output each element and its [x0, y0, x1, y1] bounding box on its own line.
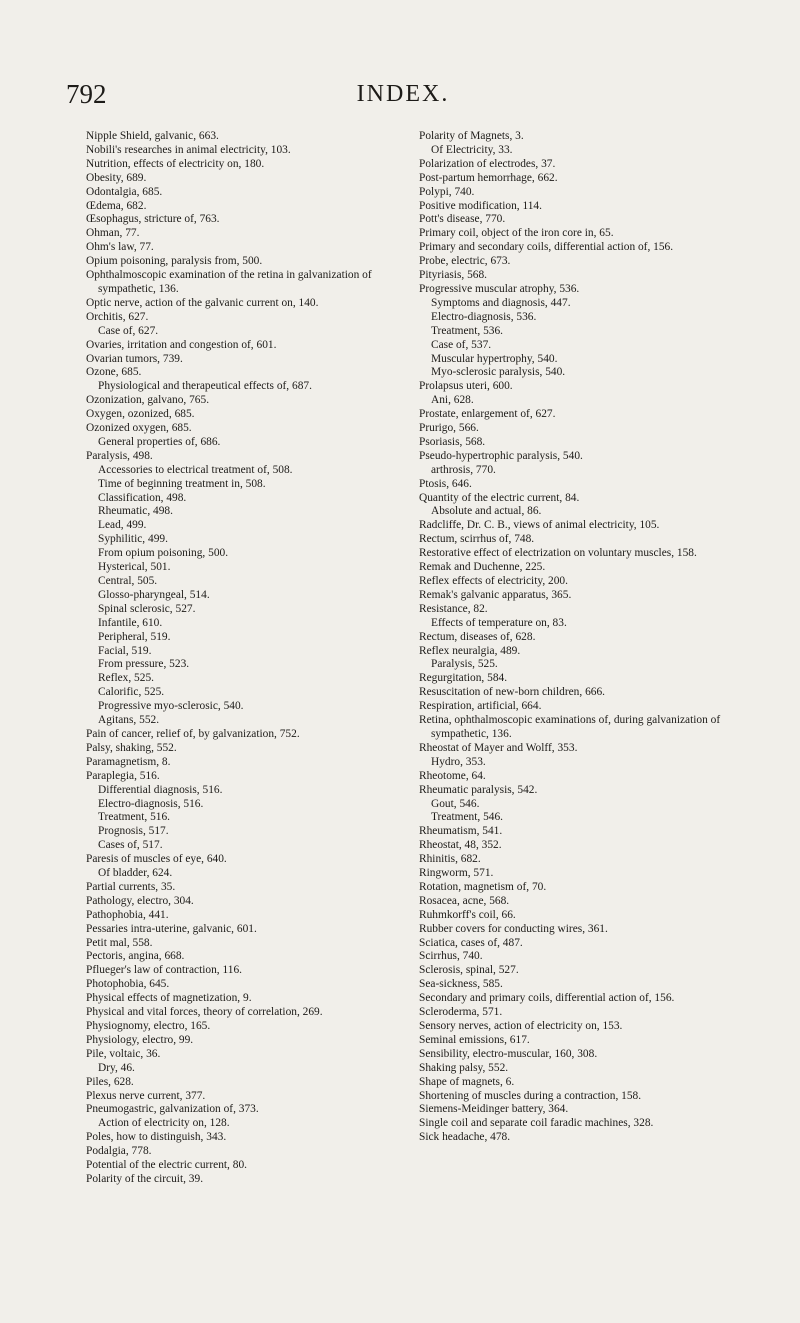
index-entry: Respiration, artificial, 664.: [419, 700, 542, 713]
index-entry: Piles, 628.: [86, 1075, 134, 1088]
index-entry: Ringworm, 571.: [419, 867, 494, 880]
index-subentry: Accessories to electrical treatment of, 508.: [98, 463, 293, 476]
index-subentry: Facial, 519.: [98, 644, 152, 657]
index-subentry: Differential diagnosis, 516.: [98, 783, 223, 796]
index-subentry: Prognosis, 517.: [98, 825, 169, 838]
index-entry: Post-partum hemorrhage, 662.: [419, 171, 558, 184]
index-entry: Seminal emissions, 617.: [419, 1033, 530, 1046]
index-entry: Podalgia, 778.: [86, 1145, 152, 1158]
index-subentry: Effects of temperature on, 83.: [431, 616, 567, 629]
index-subentry: Muscular hypertrophy, 540.: [431, 352, 558, 365]
index-entry: Rotation, magnetism of, 70.: [419, 880, 547, 893]
index-entry: Positive modification, 114.: [419, 199, 542, 212]
index-entry: Physiology, electro, 99.: [86, 1033, 194, 1046]
index-entry: Probe, electric, 673.: [419, 255, 511, 268]
index-subentry: Hysterical, 501.: [98, 561, 171, 574]
index-subentry: Symptoms and diagnosis, 447.: [431, 296, 571, 309]
index-entry: Secondary and primary coils, differential action of, 156.: [419, 992, 675, 1005]
index-entry: Sensory nerves, action of electricity on, 153.: [419, 1020, 623, 1032]
index-entry: Pott's disease, 770.: [419, 213, 506, 226]
index-entry: Rectum, scirrhus of, 748.: [419, 533, 535, 546]
index-entry: Paraplegia, 516.: [86, 769, 160, 782]
index-entry: Pain of cancer, relief of, by galvanization, 752.: [86, 727, 300, 740]
index-entry: Reflex effects of electricity, 200.: [419, 575, 568, 587]
index-entry: Remak's galvanic apparatus, 365.: [419, 588, 572, 601]
index-column-right: [419, 130, 737, 1145]
index-entry: Primary and secondary coils, differential action of, 156.: [419, 241, 674, 254]
index-entry: Pneumogastric, galvanization of, 373.: [86, 1103, 259, 1116]
index-entry: Opium poisoning, paralysis from, 500.: [86, 255, 263, 268]
index-entry: Rheotome, 64.: [419, 769, 486, 782]
index-subentry: Spinal sclerosic, 527.: [98, 602, 196, 615]
index-entry: Quantity of the electric current, 84.: [419, 491, 580, 504]
index-subentry: Reflex, 525.: [98, 672, 154, 685]
index-subentry: Lead, 499.: [98, 519, 147, 532]
index-entry: Pathology, electro, 304.: [86, 894, 194, 907]
index-subentry: Treatment, 536.: [431, 324, 504, 337]
index-subentry: Physiological and therapeutical effects of, 687.: [98, 380, 312, 393]
index-entry: Pessaries intra-uterine, galvanic, 601.: [86, 922, 257, 935]
index-entry: Pityriasis, 568.: [419, 269, 488, 282]
index-entry: Partial currents, 35.: [86, 880, 176, 893]
index-entry: Retina, ophthalmoscopic examinations of, during galvanization of sympathetic, 136.: [419, 714, 721, 740]
index-entry: Ohm's law, 77.: [86, 241, 154, 254]
index-entry: Paresis of muscles of eye, 640.: [86, 853, 227, 866]
index-entry: Physical and vital forces, theory of correlation, 269.: [86, 1006, 323, 1019]
index-subentry: Cases of, 517.: [98, 839, 163, 852]
index-entry: Orchitis, 627.: [86, 310, 149, 323]
index-entry: Psoriasis, 568.: [419, 435, 486, 448]
index-entry: Rhinitis, 682.: [419, 853, 481, 866]
index-entry: Rosacea, acne, 568.: [419, 894, 510, 907]
index-entry: Prostate, enlargement of, 627.: [419, 408, 556, 421]
index-entry: Ovarian tumors, 739.: [86, 352, 183, 365]
page-number: 792: [66, 79, 107, 109]
index-entry: Progressive muscular atrophy, 536.: [419, 282, 580, 295]
index-subentry: Electro-diagnosis, 536.: [431, 310, 537, 323]
index-entry: Pseudo-hypertrophic paralysis, 540.: [419, 449, 583, 462]
index-entry: Resistance, 82.: [419, 602, 488, 615]
index-subentry: Paralysis, 525.: [431, 658, 498, 671]
index-subentry: Rheumatic, 498.: [98, 505, 173, 518]
index-entry: Single coil and separate coil faradic machines, 328.: [419, 1117, 654, 1130]
index-entry: Ptosis, 646.: [419, 477, 472, 490]
index-subentry: General properties of, 686.: [98, 435, 221, 448]
index-entry: Pectoris, angina, 668.: [86, 950, 185, 963]
index-entry: Shape of magnets, 6.: [419, 1075, 515, 1088]
index-entry: Rubber covers for conducting wires, 361.: [419, 922, 608, 935]
index-entry: Reflex neuralgia, 489.: [419, 644, 521, 657]
index-entry: Polarization of electrodes, 37.: [419, 157, 556, 170]
index-entry: Nipple Shield, galvanic, 663.: [86, 130, 219, 142]
index-entry: Prolapsus uteri, 600.: [419, 380, 513, 393]
index-entry: Ophthalmoscopic examination of the retina in galvanization of sympathetic, 136.: [86, 269, 372, 295]
index-entry: Ozonization, galvano, 765.: [86, 394, 210, 407]
index-entry: Œsophagus, stricture of, 763.: [86, 213, 220, 226]
index-entry: Optic nerve, action of the galvanic current on, 140.: [86, 296, 319, 309]
index-subentry: Classification, 498.: [98, 491, 187, 504]
index-entry: Odontalgia, 685.: [86, 185, 163, 198]
index-entry: Pile, voltaic, 36.: [86, 1047, 161, 1060]
index-subentry: Treatment, 516.: [98, 811, 171, 824]
index-entry: Rectum, diseases of, 628.: [419, 630, 536, 643]
index-subentry: Calorific, 525.: [98, 686, 165, 699]
index-entry: Obesity, 689.: [86, 171, 147, 184]
index-subentry: Infantile, 610.: [98, 616, 163, 629]
index-subentry: Electro-diagnosis, 516.: [98, 797, 204, 810]
index-entry: Œdema, 682.: [86, 199, 147, 212]
index-entry: Paralysis, 498.: [86, 449, 153, 462]
index-entry: Physiognomy, electro, 165.: [86, 1020, 211, 1032]
index-subentry: Dry, 46.: [98, 1061, 135, 1074]
index-entry: Sensibility, electro-muscular, 160, 308.: [419, 1047, 598, 1060]
index-entry: Rheumatism, 541.: [419, 825, 503, 838]
index-entry: Regurgitation, 584.: [419, 672, 508, 685]
index-subentry: Ani, 628.: [431, 394, 474, 407]
index-entry: Ozonized oxygen, 685.: [86, 422, 192, 435]
index-subentry: arthrosis, 770.: [431, 463, 496, 476]
index-entry: Paramagnetism, 8.: [86, 755, 171, 768]
index-entry: Sick headache, 478.: [419, 1131, 511, 1144]
index-subentry: Syphilitic, 499.: [98, 533, 168, 546]
index-subentry: Treatment, 546.: [431, 811, 504, 824]
index-subentry: Myo-sclerosic paralysis, 540.: [431, 366, 566, 379]
index-entry: Polarity of Magnets, 3.: [419, 130, 524, 142]
index-entry: Oxygen, ozonized, 685.: [86, 408, 195, 421]
index-subentry: Of Electricity, 33.: [431, 143, 513, 156]
index-entry: Scleroderma, 571.: [419, 1006, 503, 1019]
index-entry: Shortening of muscles during a contraction, 158.: [419, 1089, 642, 1102]
index-entry: Ruhmkorff's coil, 66.: [419, 908, 516, 921]
index-column-left: [86, 130, 404, 1187]
index-subentry: Time of beginning treatment in, 508.: [98, 477, 266, 490]
index-entry: Physical effects of magnetization, 9.: [86, 992, 252, 1005]
index-entry: Poles, how to distinguish, 343.: [86, 1131, 227, 1144]
index-entry: Sclerosis, spinal, 527.: [419, 964, 519, 977]
index-subentry: Gout, 546.: [431, 797, 480, 810]
index-entry: Radcliffe, Dr. C. B., views of animal electricity, 105.: [419, 519, 660, 532]
index-entry: Polarity of the circuit, 39.: [86, 1172, 204, 1185]
index-entry: Remak and Duchenne, 225.: [419, 561, 546, 574]
index-entry: Rheumatic paralysis, 542.: [419, 783, 538, 796]
index-subentry: Glosso-pharyngeal, 514.: [98, 588, 210, 601]
index-entry: Palsy, shaking, 552.: [86, 741, 177, 754]
index-subentry: Case of, 537.: [431, 338, 492, 351]
index-entry: Nutrition, effects of electricity on, 180.: [86, 157, 265, 170]
index-entry: Sciatica, cases of, 487.: [419, 936, 523, 949]
index-subentry: From pressure, 523.: [98, 658, 190, 671]
index-entry: Restorative effect of electrization on voluntary muscles, 158.: [419, 547, 697, 560]
index-entry: Pathophobia, 441.: [86, 908, 169, 921]
index-subentry: Peripheral, 519.: [98, 630, 171, 643]
index-subentry: Progressive myo-sclerosic, 540.: [98, 700, 244, 713]
running-head: INDEX.: [356, 81, 450, 107]
index-subentry: Action of electricity on, 128.: [98, 1117, 230, 1130]
index-subentry: Absolute and actual, 86.: [431, 505, 542, 518]
index-entry: Photophobia, 645.: [86, 978, 170, 991]
index-subentry: Agitans, 552.: [98, 714, 160, 727]
index-entry: Resuscitation of new-born children, 666.: [419, 686, 606, 699]
index-entry: Ozone, 685.: [86, 366, 142, 379]
index-subentry: From opium poisoning, 500.: [98, 547, 229, 560]
index-entry: Scirrhus, 740.: [419, 950, 483, 963]
index-entry: Ohman, 77.: [86, 227, 140, 240]
index-entry: Potential of the electric current, 80.: [86, 1159, 247, 1172]
index-entry: Siemens-Meidinger battery, 364.: [419, 1103, 569, 1116]
index-entry: Nobili's researches in animal electricity, 103.: [86, 143, 291, 156]
index-entry: Polypi, 740.: [419, 185, 475, 198]
index-entry: Prurigo, 566.: [419, 422, 479, 435]
index-entry: Primary coil, object of the iron core in, 65.: [419, 227, 614, 240]
index-entry: Sea-sickness, 585.: [419, 978, 503, 991]
page-header: [66, 78, 740, 120]
index-subentry: Of bladder, 624.: [98, 867, 173, 880]
index-entry: Plexus nerve current, 377.: [86, 1089, 206, 1102]
index-subentry: Hydro, 353.: [431, 755, 486, 768]
index-subentry: Case of, 627.: [98, 324, 159, 337]
index-entry: Rheostat of Mayer and Wolff, 353.: [419, 741, 578, 754]
index-entry: Shaking palsy, 552.: [419, 1061, 509, 1074]
index-entry: Pflueger's law of contraction, 116.: [86, 964, 242, 977]
index-entry: Petit mal, 558.: [86, 936, 153, 949]
index-entry: Ovaries, irritation and congestion of, 601.: [86, 338, 277, 351]
index-subentry: Central, 505.: [98, 575, 158, 587]
index-entry: Rheostat, 48, 352.: [419, 839, 502, 852]
